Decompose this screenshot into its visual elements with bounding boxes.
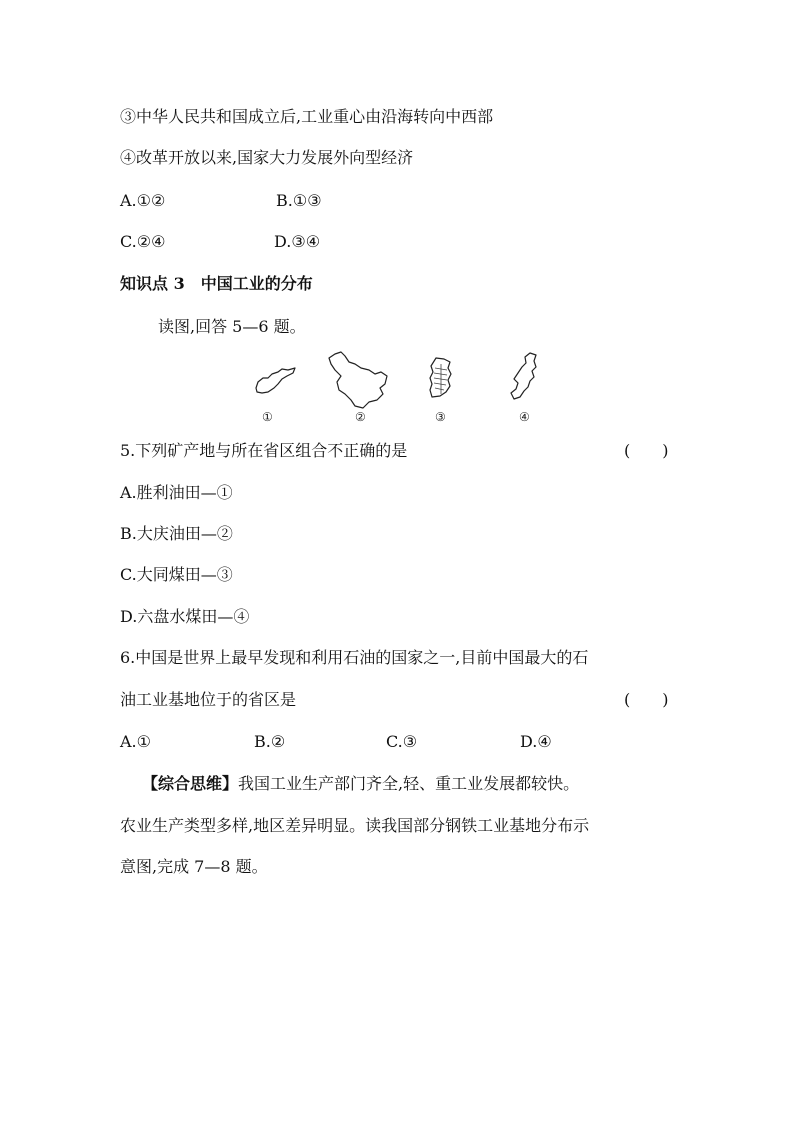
- province-map-4-shaanxi: [508, 351, 542, 403]
- option-3-text: ③中华人民共和国成立后,工业重心由沿海转向中西部: [120, 107, 494, 126]
- map-label-4: ④: [519, 410, 530, 424]
- section-title: 知识点 3 中国工业的分布: [120, 274, 313, 293]
- synthesis-tag: 【综合思维】: [142, 774, 239, 793]
- choice-b: B.①③: [276, 191, 322, 210]
- q5-option-c: C.大同煤田—③: [120, 565, 233, 584]
- province-map-1-shandong: [252, 366, 298, 396]
- synthesis-line2: 农业生产类型多样,地区差异明显。读我国部分钢铁工业基地分布示: [120, 816, 590, 835]
- map-label-1: ①: [262, 410, 273, 424]
- synthesis-line1: [142, 774, 579, 794]
- synthesis-line1-text: 我国工业生产部门齐全,轻、重工业发展都较快。: [238, 774, 580, 793]
- province-map-2-heilongjiang: [325, 350, 391, 410]
- q6-stem-line2: 油工业基地位于的省区是: [120, 690, 297, 709]
- map-label-3: ③: [435, 410, 446, 424]
- province-map-3-shanxi: [426, 356, 456, 400]
- synthesis-line3: 意图,完成 7—8 题。: [120, 857, 268, 876]
- q5-answer-bracket: ( ): [624, 441, 669, 460]
- q6-answer-bracket: ( ): [624, 690, 669, 709]
- map-label-2: ②: [355, 410, 366, 424]
- q6-option-d: D.④: [520, 732, 552, 751]
- q5-option-b: B.大庆油田—②: [120, 524, 233, 543]
- q5-stem: 5.下列矿产地与所在省区组合不正确的是: [120, 441, 408, 460]
- q6-option-b: B.②: [254, 732, 286, 751]
- q5-option-d: D.六盘水煤田—④: [120, 607, 250, 626]
- section-instruction: 读图,回答 5—6 题。: [158, 317, 306, 336]
- choice-a: A.①②: [120, 191, 166, 210]
- q6-stem-line1: 6.中国是世界上最早发现和利用石油的国家之一,目前中国最大的石: [120, 648, 589, 667]
- q6-option-a: A.①: [120, 732, 151, 751]
- q5-option-a: A.胜利油田—①: [120, 483, 233, 502]
- choice-d: D.③④: [274, 232, 321, 251]
- option-4-text: ④改革开放以来,国家大力发展外向型经济: [120, 148, 414, 167]
- choice-c: C.②④: [120, 232, 166, 251]
- q6-option-c: C.③: [386, 732, 418, 751]
